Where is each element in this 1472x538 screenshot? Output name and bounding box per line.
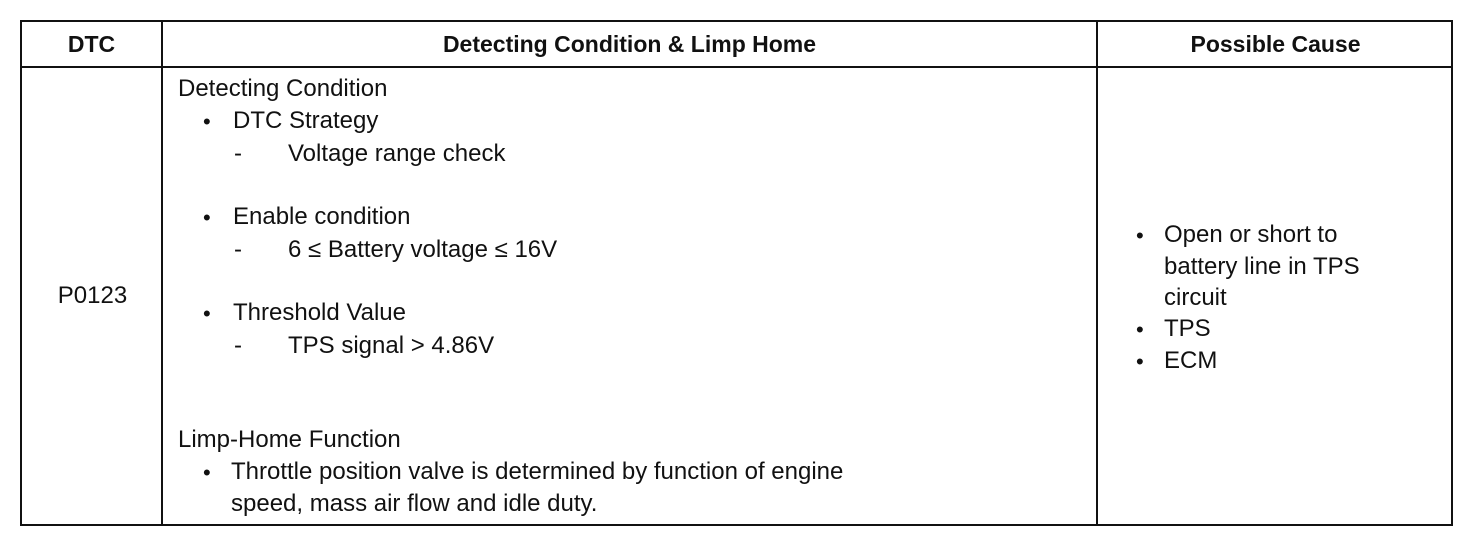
dtc-table — [20, 20, 1453, 526]
bullet-icon: • — [203, 460, 211, 485]
header-possible-cause: Possible Cause — [1190, 30, 1361, 57]
header-dtc: DTC — [67, 30, 116, 57]
dash-icon: - — [234, 332, 242, 359]
bullet-icon: • — [1136, 349, 1144, 374]
limp-home-item-line1: Throttle position valve is determined by function of engine — [231, 458, 844, 485]
dash-icon: - — [234, 236, 242, 263]
threshold-value-item: TPS signal > 4.86V — [288, 332, 495, 359]
header-detecting-condition: Detecting Condition & Limp Home — [442, 30, 817, 57]
detecting-condition-title: Detecting Condition — [178, 75, 388, 102]
bullet-icon: • — [1136, 317, 1144, 342]
limp-home-title: Limp-Home Function — [178, 426, 401, 453]
cause-1-line1: Open or short to — [1164, 221, 1338, 248]
dtc-strategy-item: Voltage range check — [288, 140, 506, 167]
enable-condition-item: 6 ≤ Battery voltage ≤ 16V — [288, 236, 558, 263]
column-divider — [1096, 22, 1098, 524]
dash-icon: - — [234, 140, 242, 167]
bullet-icon: • — [203, 301, 211, 326]
limp-home-item-line2: speed, mass air flow and idle duty. — [231, 490, 598, 517]
cause-2: TPS — [1164, 315, 1211, 342]
threshold-value-label: Threshold Value — [233, 299, 406, 326]
bullet-icon: • — [203, 109, 211, 134]
cause-3: ECM — [1164, 347, 1218, 374]
cause-1-line3: circuit — [1164, 284, 1227, 311]
header-divider — [22, 66, 1451, 68]
cause-1-line2: battery line in TPS — [1164, 253, 1360, 280]
dtc-code: P0123 — [57, 282, 128, 309]
enable-condition-label: Enable condition — [233, 203, 411, 230]
bullet-icon: • — [203, 205, 211, 230]
bullet-icon: • — [1136, 223, 1144, 248]
dtc-strategy-label: DTC Strategy — [233, 107, 379, 134]
